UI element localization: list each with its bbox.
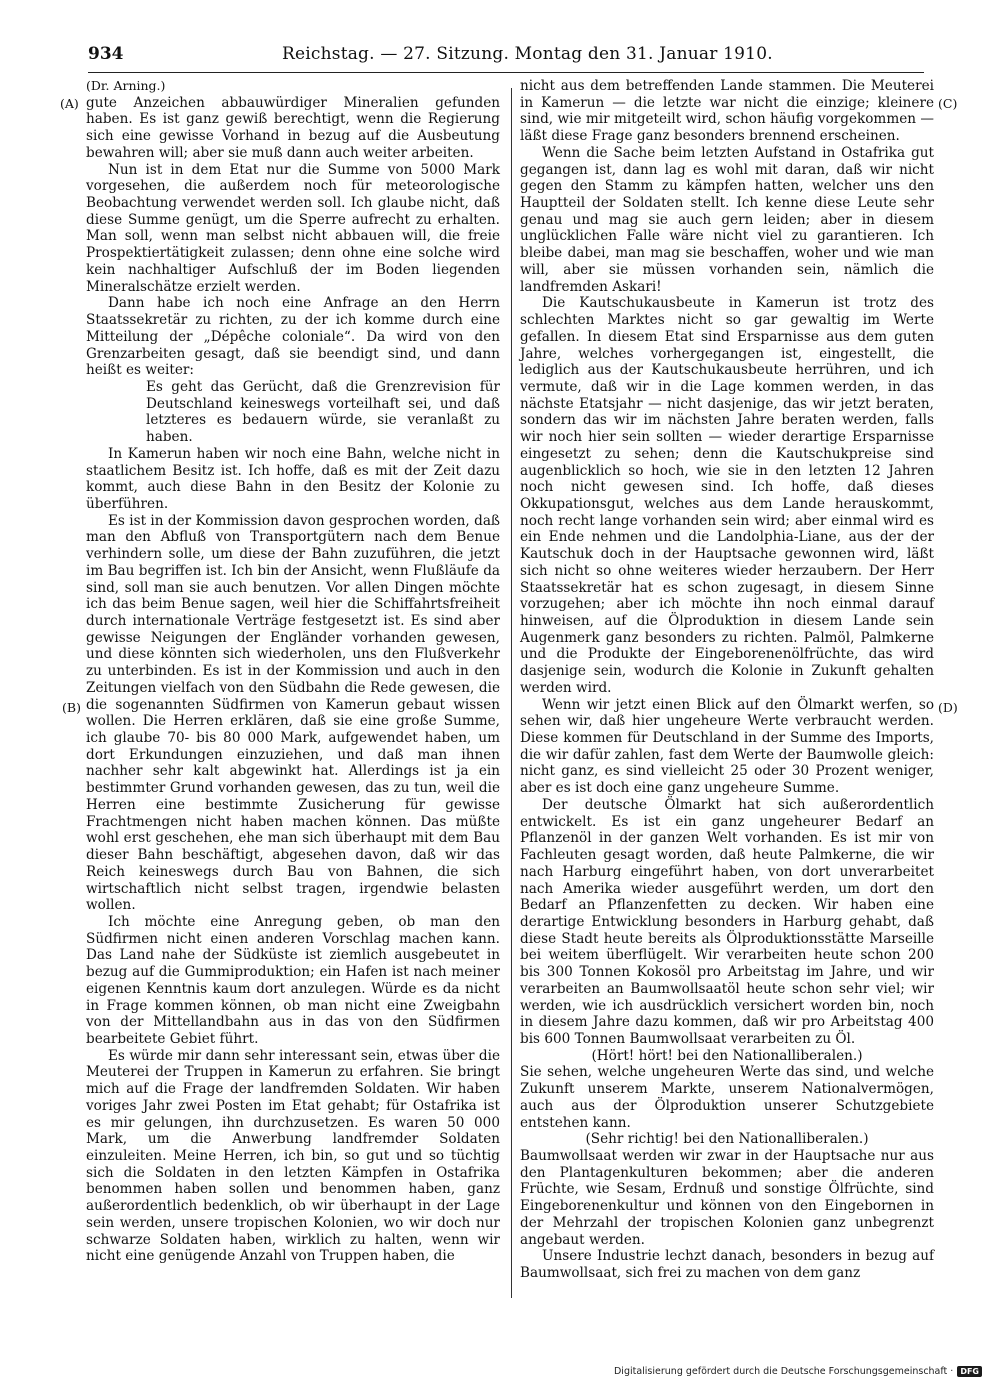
- column-rule: [511, 88, 512, 1298]
- margin-marker-b: (B): [62, 700, 81, 715]
- left-column: [86, 78, 500, 1265]
- header-rule: [88, 72, 924, 73]
- page-header: [88, 44, 924, 72]
- speaker-label: (Dr. Arning.): [86, 78, 166, 93]
- right-column: [520, 78, 934, 1282]
- paragraph: Es ist in der Kommission davon gesprochen worden, daß man den Abfluß von Transportgütern nach dem Benue verhindern solle, um diese der Bahn zuzuführen, die jetzt im Bau begriffen ist. Ich bin der Ansicht, wenn Flußläufe da sind, soll man sie auch benutzen. Vor allen Dingen möchte ich das beim Benue sagen, weil hier die Schiffahrtsfreiheit durch internationale Verträge festgesetzt ist. Es sind aber gewisse Neigungen der Engländer vorhanden gewesen, und diese könnten sich wiederholen, uns den Flußverkehr zu unterbinden. Es ist in der Kommission und auch in den Zeitungen vielfach von den Südbahn die Rede gewesen, die die sogenannten Südfirmen von Kamerun gebaut wissen wollen. Die Herren erklären, daß sie eine große Summe, ich glaube 70- bis 80 000 Mark, aufgewendet haben, um dort Erkundungen einzuziehen, und daß man ihnen nachher sehr kalt abgewinkt hat. Allerdings ist ja ein bestimmter Grund vorhanden gewesen, das zu tun, weil die Herren eine bestimmte Zusicherung für gewisse Frachtmengen nicht haben machen können. Das müßte wohl erst geschehen, ehe man sich überhaupt mit dem Bau dieser Bahn beschäftigt, abgesehen davon, daß wir das Reich keineswegs durch Bau von Bahnen, die sich wirtschaftlich nicht selbst tragen, irgendwie belasten wollen.: [86, 512, 500, 914]
- paragraph: Es würde mir dann sehr interessant sein, etwas über die Meuterei der Truppen in Kamerun zu erfahren. Sie bringt mich auf die Frage der landfremden Soldaten. Wir haben voriges Jahr zwei Posten im Etat gehabt; für Ostafrika ist es mir gelungen, ihn durchzusetzen. Es waren 50 000 Mark, um die Anwerbung landfremder Soldaten einzuleiten. Meine Herren, ich bin, so gut und so tüchtig sich die Soldaten in den letzten Kämpfen in Ostafrika benommen haben sollen und benommen haben, ganz außerordentlich bedenklich, ob wir überhaupt in der Lage sein werden, unsere tropischen Kolonien, wo wir doch nur schwarze Soldaten haben, wirklich zu halten, wenn wir nicht eine genügende Anzahl von Truppen haben, die: [86, 1047, 500, 1265]
- margin-marker-d: (D): [938, 700, 958, 715]
- paragraph: Baumwollsaat werden wir zwar in der Hauptsache nur aus den Plantagenkulturen bekommen; aber die anderen Früchte, wie Sesam, Erdnuß und sonstige Ölfrüchte, sind Eingeborenenkultur und können von den Eingebornen in der Mehrzahl der tropischen Kolonien ganz unbegrenzt angebaut werden.: [520, 1148, 934, 1248]
- digitization-credit: [614, 1366, 982, 1377]
- margin-marker-c: (C): [938, 96, 958, 111]
- paragraph: nicht aus dem betreffenden Lande stammen. Die Meuterei in Kamerun — die letzte war nicht die einzige; kleinere sind, wie mir mitgeteilt wird, schon häufig vorgekommen — läßt diese Frage ganz besonders brennend erscheinen.: [520, 78, 934, 145]
- paragraph: Die Kautschukausbeute in Kamerun ist trotz des schlechten Marktes nicht so gar gewaltig im Werte gefallen. In diesem Etat sind Ersparnisse aus dem guten Jahre, welches vorhergegangen ist, eingestellt, die lediglich aus der Kautschukausbeute herrühren, und ich vermute, daß wir in die Lage kommen werden, in das nächste Etatsjahr — nicht dasjenige, das wir jetzt beraten, sondern das wir im nächsten Jahre beraten werden, falls wir noch hier sein sollten — wieder derartige Ersparnisse eingesetzt zu sehen; denn die Kautschukpreise sind augenblicklich so hoch, wie sie in den letzten 12 Jahren noch nicht gewesen sind. Ich hoffe, daß dieses Okkupationsgut, welches aus dem Lande herauskommt, noch recht lange vorhanden sein wird; aber einmal wird es ein Ende nehmen und die Landolphia-Liane, aus der der Kautschuk doch in der Hauptsache gewonnen wird, läßt sich nicht so ohne weiteres wieder herzaubern. Der Herr Staatssekretär hat es schon zugesagt, in diesem Sinne vorzugehen; aber ich möchte ihn noch einmal darauf hinweisen, auf die Ölproduktion in diesem Lande sein Augenmerk ganz besonders zu richten. Palmöl, Palmkerne und die Produkte der Eingeborenenölfrüchte, das wird dasjenige sein, wodurch die Kolonie in Zukunft gehalten werden wird.: [520, 295, 934, 696]
- paragraph: Der deutsche Ölmarkt hat sich außerordentlich entwickelt. Es ist ein ganz ungeheurer Bedarf an Pflanzenöl in der ganzen Welt vorhanden. Es ist mir von Fachleuten gesagt worden, daß heute Palmkerne, die wir nach Harburg eingeführt haben, von dort unverarbeitet nach Amerika wieder ausgeführt werden, um dort den Bedarf an Pflanzenfetten zu decken. Wir haben eine derartige Entwicklung besonders in Harburg gehabt, daß diese Stadt heute bereits als Ölproduktionsstätte Marseille bei weitem überflügelt. Wir verarbeiten heute schon 200 bis 300 Tonnen Kokosöl pro Arbeitstag im Jahre, und wir verarbeiten an Baumwollsaatöl heute schon sehr viel; wir werden, wie ich ausdrücklich versichert worden bin, noch in diesem Jahre dazu kommen, daß wir pro Arbeitstag 400 bis 600 Tonnen Baumwollsaat verarbeiten zu Öl.: [520, 796, 934, 1047]
- paragraph: Sie sehen, welche ungeheuren Werte das sind, und welche Zukunft unserem Markte, unserem Nationalvermögen, auch aus der Ölproduktion unserer Schutzgebiete entstehen kann.: [520, 1064, 934, 1131]
- paragraph: Nun ist in dem Etat nur die Summe von 5000 Mark vorgesehen, die außerdem noch für meteorologische Beobachtung verwendet werden soll. Ich glaube nicht, daß diese Summe genügt, um die Sperre aufrecht zu erhalten. Man soll, wenn man selbst nicht abbauen will, die freie Prospektiertätigkeit zulassen; denn ohne eine solche wird kein nachhaltiger Aufschluß der im Boden liegenden Mineralschätze erzielt werden.: [86, 161, 500, 295]
- paragraph: Wenn wir jetzt einen Blick auf den Ölmarkt werfen, so sehen wir, daß hier ungeheure Werte verbraucht werden. Diese kommen für Deutschland in der Summe des Imports, die wir dafür zahlen, fast dem Werte der Baumwolle gleich: nicht ganz, es sind vielleicht 25 oder 30 Prozent weniger, aber es ist doch eine ganz ungeheure Summe.: [520, 696, 934, 797]
- credit-text: Digitalisierung gefördert durch die Deutsche Forschungsgemeinschaft ·: [613, 1366, 954, 1377]
- interjection: (Sehr richtig! bei den Nationalliberalen.): [585, 1131, 869, 1148]
- margin-marker-a: (A): [60, 96, 79, 111]
- paragraph: Wenn die Sache beim letzten Aufstand in Ostafrika gut gegangen ist, dann lag es wohl mit daran, daß wir nicht gegen den Stamm zu kämpfen hatten, welcher uns den Hauptteil der Soldaten stellt. Ich kenne diese Leute sehr genau und mag sie auch gern leiden; aber in diesem unglücklichen Falle wäre nicht viel zu garantieren. Ich bleibe dabei, man mag sie beschaffen, woher und wie man will, aber sie müssen vorhanden sein, nämlich die landfremden Askari!: [520, 144, 934, 295]
- paragraph: Unsere Industrie lechzt danach, besonders in bezug auf Baumwollsaat, sich frei zu machen von dem ganz: [520, 1248, 934, 1282]
- paragraph: Ich möchte eine Anregung geben, ob man den Südfirmen nicht einen anderen Vorschlag machen kann. Das Land nahe der Südküste ist ziemlich ausgebeutet in bezug auf die Gummiproduktion; ein Hafen ist nach meiner eigenen Kenntnis kaum dort anzulegen. Würde es da nicht in Frage kommen können, ob man nicht eine Zweigbahn von der Mittellandbahn aus in das von den Südfirmen bearbeitete Gebiet führt.: [86, 913, 500, 1047]
- interjection: (Hört! hört! bei den Nationalliberalen.): [591, 1047, 863, 1064]
- block-quote: Es geht das Gerücht, daß die Grenzrevision für Deutschland keineswegs vorteilhaft sei, und daß letzteres es bedauern würde, sie veranlaßt zu haben.: [146, 378, 500, 446]
- dfg-logo: DFG: [957, 1366, 982, 1377]
- paragraph: Dann habe ich noch eine Anfrage an den Herrn Staatssekretär zu richten, zu der ich komme durch eine Mitteilung der „Dépêche coloniale“. Da wird von den Grenzarbeiten gesagt, daß sie beendigt sind, und dann heißt es weiter:: [86, 295, 500, 379]
- running-title: Reichstag. — 27. Sitzung. Montag den 31. Januar 1910.: [282, 44, 773, 64]
- paragraph: In Kamerun haben wir noch eine Bahn, welche nicht in staatlichem Besitz ist. Ich hoffe, daß es mit der Zeit dazu kommt, auch diese Bahn in den Besitz der Kolonie zu überführen.: [86, 445, 500, 512]
- page-number: 934: [88, 44, 124, 64]
- paragraph: gute Anzeichen abbauwürdiger Mineralien gefunden haben. Es ist ganz gewiß berechtigt, wenn die Regierung sich eine gewisse Vorhand in bezug auf die Ausbeutung bewahren will; aber sie muß dann auch weiter arbeiten.: [86, 94, 500, 161]
